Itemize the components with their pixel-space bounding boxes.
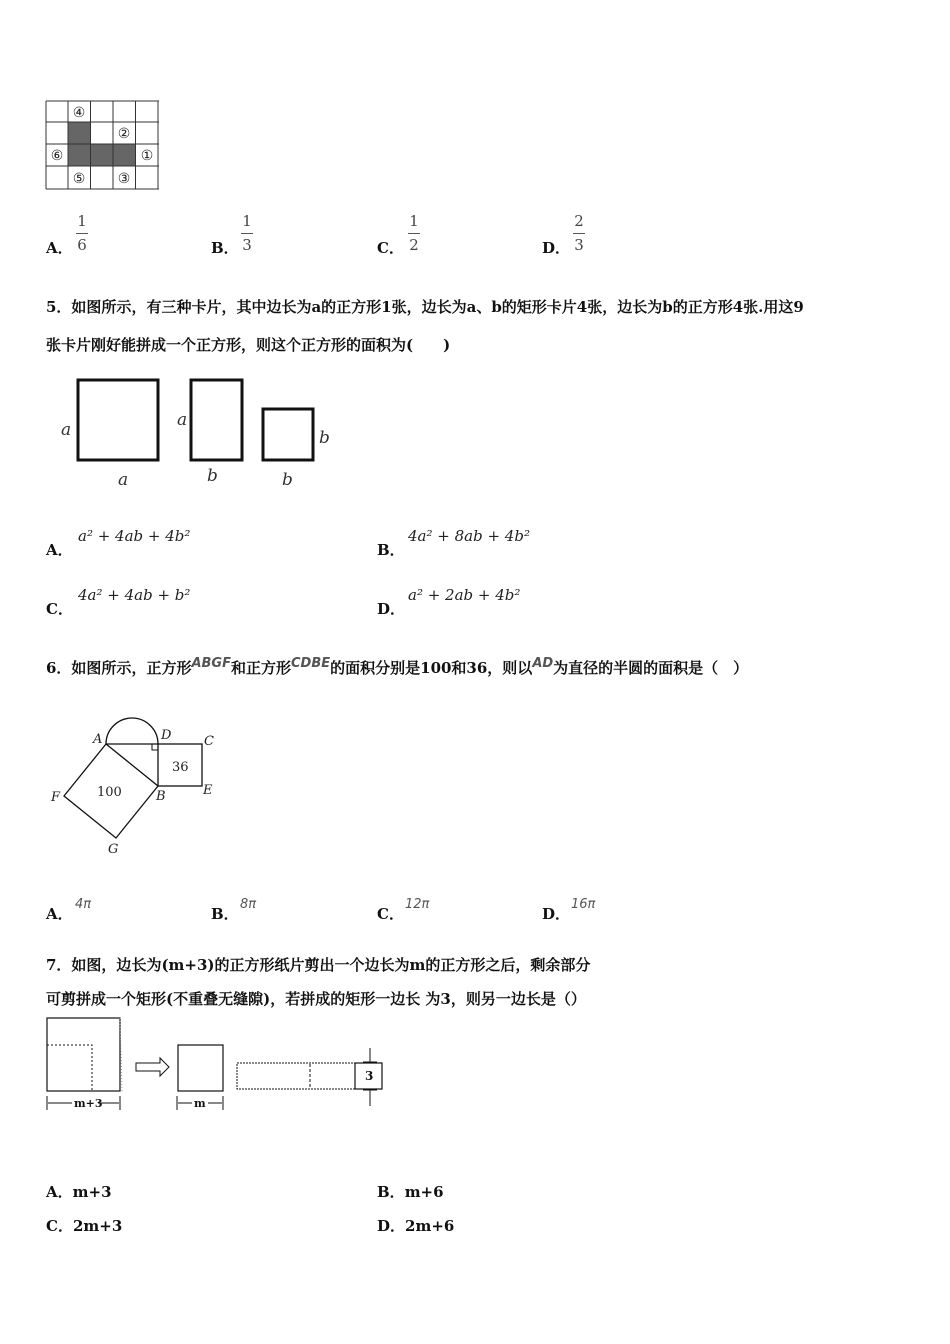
q6-stem-post: 的面积分别是100和36，则以: [330, 659, 533, 677]
point-C: C: [204, 734, 214, 749]
q6-option-d-expr: 16π: [571, 897, 596, 912]
point-F: F: [51, 790, 61, 805]
grid-label-1: ①: [140, 148, 154, 164]
q6-square1-name: ABGF: [191, 656, 231, 671]
q7-option-d[interactable]: [377, 1215, 454, 1236]
fraction-denominator: 6: [77, 236, 87, 254]
fraction-denominator: 3: [242, 236, 252, 254]
q6-option-b-label[interactable]: B．: [211, 905, 239, 923]
q5-stem-line1: 5．如图所示，有三种卡片，其中边长为a的正方形1张，边长为a、b的矩形卡片4张，边长为b的正方形4张.用这9: [46, 298, 804, 316]
grid-label-6: ⑥: [50, 148, 64, 164]
q7-option-d-text: 2m+6: [405, 1217, 455, 1235]
label-m-plus-3: m+3: [74, 1097, 103, 1110]
q5-option-c-label[interactable]: C．: [46, 600, 73, 618]
q6-stem-pre: 6．如图所示，正方形: [46, 659, 192, 677]
q6-stem-mid: 和正方形: [230, 659, 291, 677]
q6-stem: [46, 657, 748, 678]
q7-cutting-figure: [44, 1014, 389, 1114]
fraction-numerator: 2: [574, 212, 584, 230]
q4-option-d-fraction: [573, 212, 585, 254]
q5-stem-line2: 张卡片刚好能拼成一个正方形，则这个正方形的面积为( ): [46, 336, 451, 354]
q6-option-c-label[interactable]: C．: [377, 905, 404, 923]
q4-option-b-fraction: [241, 212, 253, 254]
q5-option-c-expr: 4a² + 4ab + b²: [78, 586, 191, 604]
q6-option-d-label[interactable]: D．: [542, 905, 571, 923]
q7-option-d-letter: D．: [377, 1217, 406, 1235]
q7-option-a[interactable]: [46, 1181, 112, 1202]
area-36: 36: [172, 760, 189, 775]
q7-option-c[interactable]: [46, 1215, 122, 1236]
q4-option-b-label[interactable]: B．: [211, 239, 239, 257]
q5-option-b-label[interactable]: B．: [377, 541, 405, 559]
area-100: 100: [97, 785, 122, 800]
fraction-numerator: 1: [77, 212, 87, 230]
q7-option-c-text: 2m+3: [72, 1217, 123, 1235]
q6-square2-name: CDBE: [291, 656, 331, 671]
point-D: D: [161, 728, 172, 743]
q6-stem-end: 为直径的半圆的面积是（ ）: [553, 659, 749, 677]
q6-option-a-expr: 4π: [75, 897, 92, 912]
q7-stem-line1: 7．如图，边长为(m+3)的正方形纸片剪出一个边长为m的正方形之后，剩余部分: [46, 956, 591, 974]
label-3: 3: [365, 1069, 374, 1083]
q5-option-a-expr: a² + 4ab + 4b²: [78, 527, 191, 545]
q7-option-b-text: m+6: [404, 1183, 444, 1201]
label-a-bottom: a: [118, 470, 129, 490]
q5-option-b-expr: 4a² + 8ab + 4b²: [408, 527, 530, 545]
q5-cards-figure: [55, 372, 345, 492]
q7-option-a-letter: A．: [46, 1183, 73, 1201]
grid-label-5: ⑤: [72, 171, 86, 187]
q4-grid-figure: [45, 100, 161, 190]
grid-label-2: ②: [117, 126, 131, 142]
q4-option-d-label[interactable]: D．: [542, 239, 571, 257]
q5-option-d-label[interactable]: D．: [377, 600, 406, 618]
grid-label-4: ④: [72, 105, 86, 121]
point-E: E: [203, 783, 213, 798]
q7-option-b-letter: B．: [377, 1183, 405, 1201]
q7-option-a-text: m+3: [72, 1183, 112, 1201]
q6-squares-figure: [48, 708, 228, 858]
point-A: A: [93, 732, 103, 747]
point-G: G: [108, 842, 119, 857]
label-b-rect-bottom: b: [207, 466, 218, 486]
q6-segment-name: AD: [532, 656, 554, 671]
label-b-square-bottom: b: [282, 470, 293, 490]
q5-option-d-expr: a² + 2ab + 4b²: [408, 586, 521, 604]
label-b-square-right: b: [319, 428, 330, 448]
fraction-numerator: 1: [242, 212, 252, 230]
fraction-numerator: 1: [409, 212, 419, 230]
q6-option-c-expr: 12π: [405, 897, 430, 912]
grid-label-3: ③: [117, 171, 131, 187]
q4-option-a-label[interactable]: A．: [46, 239, 73, 257]
q6-option-a-label[interactable]: A．: [46, 905, 73, 923]
fraction-denominator: 3: [574, 236, 584, 254]
q6-option-b-expr: 8π: [240, 897, 257, 912]
fraction-denominator: 2: [409, 236, 419, 254]
q4-option-c-label[interactable]: C．: [377, 239, 404, 257]
q4-option-a-fraction: [76, 212, 88, 254]
q5-option-a-label[interactable]: A．: [46, 541, 73, 559]
q7-option-b[interactable]: [377, 1181, 444, 1202]
label-a-left: a: [61, 420, 72, 440]
q7-stem-line2: 可剪拼成一个矩形(不重叠无缝隙)，若拼成的矩形一边长 为3，则另一边长是（）: [46, 990, 586, 1008]
point-B: B: [156, 789, 166, 804]
label-m: m: [194, 1097, 206, 1110]
q7-option-c-letter: C．: [46, 1217, 73, 1235]
q4-option-c-fraction: [408, 212, 420, 254]
label-a-rect-left: a: [177, 410, 188, 430]
